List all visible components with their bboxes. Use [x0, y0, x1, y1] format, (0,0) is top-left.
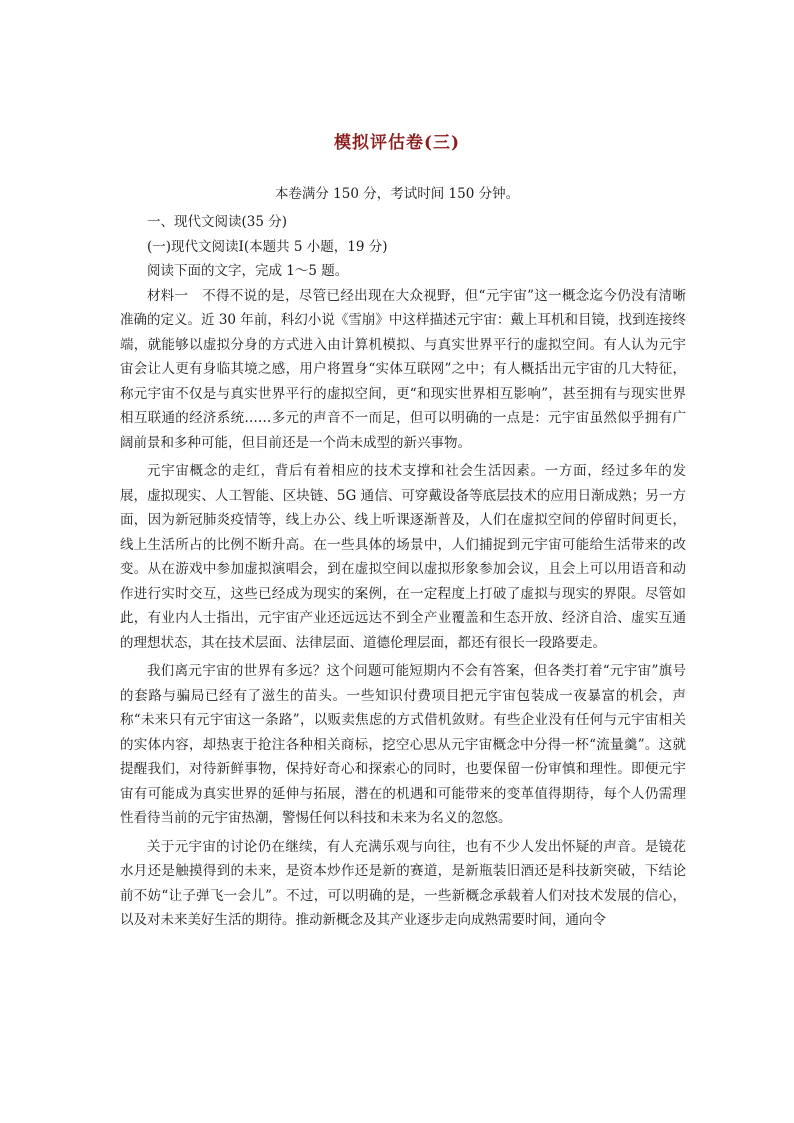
- exam-info: 本卷满分 150 分，考试时间 150 分钟。: [274, 186, 520, 202]
- reading-instruction: 阅读下面的文字，完成 1～5 题。: [147, 263, 349, 279]
- body-paragraph: 我们离元宇宙的世界有多远？这个问题可能短期内不会有答案，但各类打着“元宇宙”旗号的套路与骗局已经有了滋生的苗头。一些知识付费项目把元宇宙包装成一夜暴富的机会，声称“未来只有元宇宙这一条路”，以贩卖焦虑的方式借机敛财。有些企业没有任何与元宇宙相关的实体内容，却热衷于抢注各种相关商标，挖空心思从元宇宙概念中分得一杯“流量羹”。这就提醒我们，对待新鲜事物，保持好奇心和探索心的同时，也要保留一份审慎和理性。即便元宇宙有可能成为真实世界的延伸与拓展，潜在的机遇和可能带来的变革值得期待，每个人仍需理性看待当前的元宇宙热潮，警惕任何以科技和未来为名义的忽悠。: [120, 663, 686, 826]
- subsection-heading: (一)现代文阅读Ⅰ(本题共 5 小题，19 分): [147, 238, 388, 255]
- section-heading: 一、现代文阅读(35 分): [147, 214, 288, 230]
- page-title: 模拟评估卷(三): [333, 133, 461, 153]
- body-paragraph: 关于元宇宙的讨论仍在继续，有人充满乐观与向往，也有不少人发出怀疑的声音。是镜花水月还是触摸得到的未来，是资本炒作还是新的赛道，是新瓶装旧酒还是科技新突破，下结论前不妨“让子弹飞一会儿”。不过，可以明确的是，一些新概念承载着人们对技术发展的信心，以及对未来美好生活的期待。推动新概念及其产业逐步走向成熟需要时间，通向令: [120, 838, 686, 928]
- document-body: [120, 210, 686, 933]
- body-paragraph: 材料一 不得不说的是，尽管已经出现在大众视野，但“元宇宙”这一概念迄今仍没有清晰准确的定义。近 30 年前，科幻小说《雪崩》中这样描述元宇宙：戴上耳机和目镜，找到连接终端，就能够以虚拟分身的方式进入由计算机模拟、与真实世界平行的虚拟空间。有人认为元宇宙会让人更有身临其境之感，用户将置身“实体互联网”之中；有人概括出元宇宙的几大特征，称元宇宙不仅是与真实世界平行的虚拟空间，更“和现实世界相互影响”，甚至拥有与现实世界相互联通的经济系统……多元的声音不一而足，但可以明确的一点是：元宇宙虽然似乎拥有广阔前景和多种可能，但目前还是一个尚未成型的新兴事物。: [120, 287, 686, 451]
- body-paragraph: 元宇宙概念的走红，背后有着相应的技术支撑和社会生活因素。一方面，经过多年的发展，虚拟现实、人工智能、区块链、5G 通信、可穿戴设备等底层技术的应用日渐成熟；另一方面，因为新冠肺炎疫情等，线上办公、线上听课逐渐普及，人们在虚拟空间的停留时间更长，线上生活所占的比例不断升高。在一些具体的场景中，人们捕捉到元宇宙可能给生活带来的改变。从在游戏中参加虚拟演唱会，到在虚拟空间以虚拟形象参加会议，且会上可以用语音和动作进行实时交互，这些已经成为现实的案例，在一定程度上打破了虚拟与现实的界限。尽管如此，有业内人士指出，元宇宙产业还远远达不到全产业覆盖和生态开放、经济自洽、虚实互通的理想状态，其在技术层面、法律层面、道德伦理层面，都还有很长一段路要走。: [120, 463, 686, 651]
